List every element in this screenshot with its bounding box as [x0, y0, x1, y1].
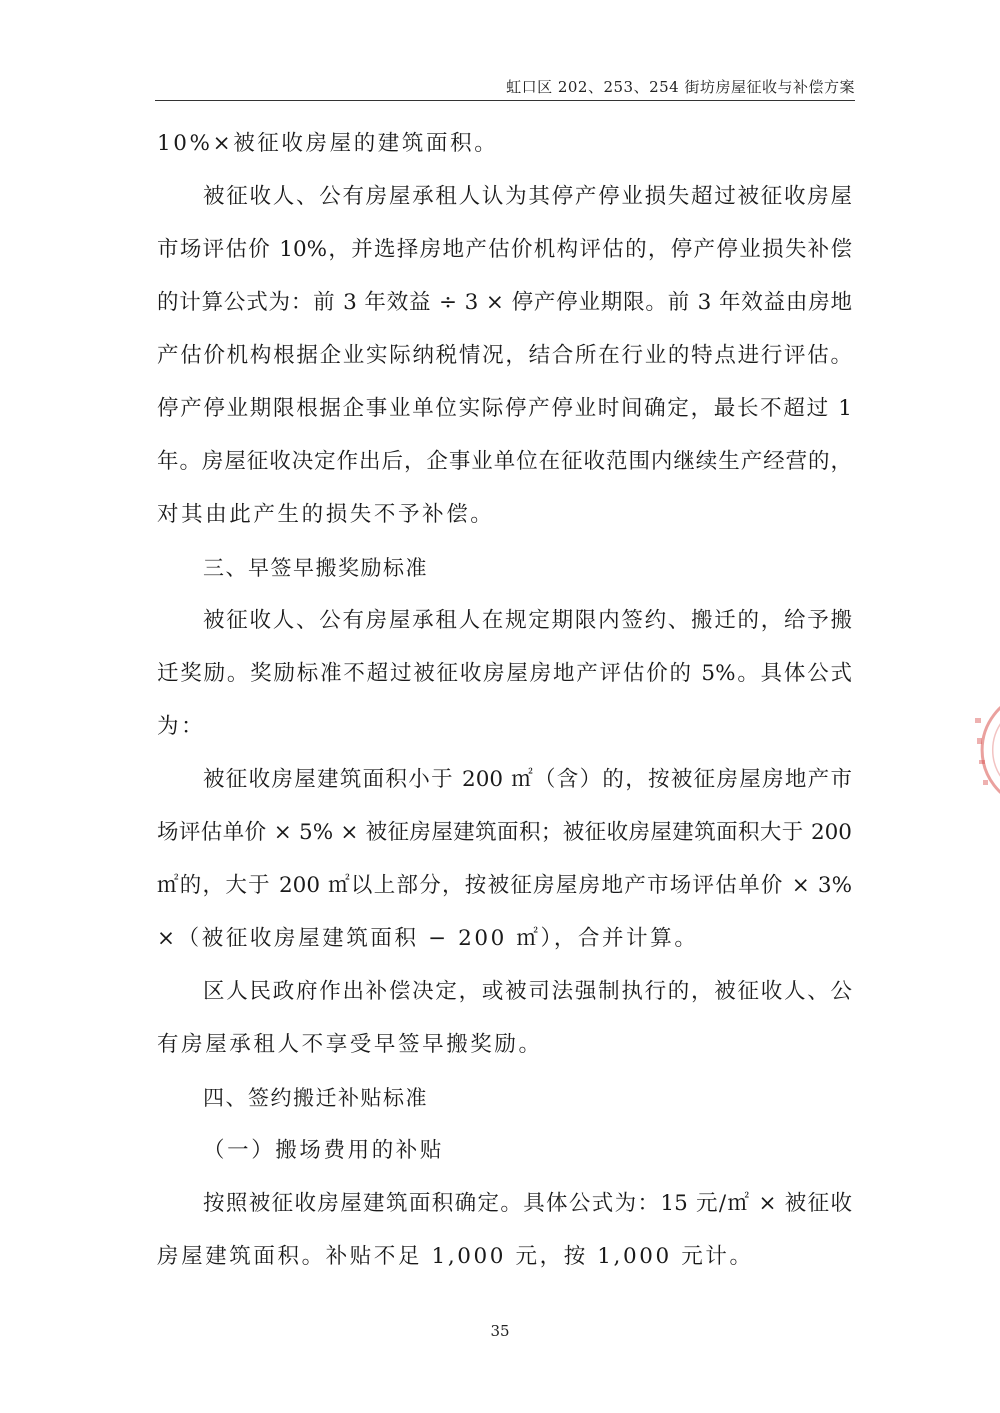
seal-inner-arc [993, 704, 1000, 796]
text-line: 年。房屋征收决定作出后，企事业单位在征收范围内继续生产经营的， [157, 449, 852, 474]
seal-mark [975, 718, 981, 723]
text-line: 按照被征收房屋建筑面积确定。具体公式为：15 元/㎡ × 被征收 [203, 1191, 852, 1216]
text-line: 区人民政府作出补偿决定，或被司法强制执行的，被征收人、公 [203, 979, 852, 1004]
seal-mark [979, 760, 985, 764]
text-line: 被征收房屋建筑面积小于 200 ㎡（含）的，按被征房屋房地产市 [203, 767, 852, 792]
seal-ring-arc [982, 694, 1000, 806]
text-line: 的计算公式为：前 3 年效益 ÷ 3 × 停产停业期限。前 3 年效益由房地 [157, 290, 852, 315]
text-line: 房屋建筑面积。补贴不足 1,000 元，按 1,000 元计。 [157, 1244, 754, 1269]
text-line: 对其由此产生的损失不予补偿。 [157, 502, 495, 527]
header-title: 虹口区 202、253、254 街坊房屋征收与补偿方案 [506, 78, 855, 96]
section-heading: 三、早签早搬奖励标准 [203, 556, 428, 580]
seal-mark [977, 738, 982, 744]
text-line: 市场评估价 10%，并选择房地产估价机构评估的，停产停业损失补偿 [157, 237, 852, 262]
text-line: 被征收人、公有房屋承租人认为其停产停业损失超过被征收房屋 [203, 184, 852, 209]
subsection-heading: （一）搬场费用的补贴 [203, 1138, 445, 1163]
text-line: 迁奖励。奖励标准不超过被征收房屋房地产评估价的 5%。具体公式 [157, 661, 852, 686]
text-line: 被征收人、公有房屋承租人在规定期限内签约、搬迁的，给予搬 [203, 608, 852, 633]
text-line: 产估价机构根据企业实际纳税情况，结合所在行业的特点进行评估。 [157, 343, 852, 368]
seal-mark [983, 780, 988, 785]
official-seal-fragment [955, 690, 1000, 810]
text-line: 为： [157, 714, 206, 739]
text-line: ×（被征收房屋建筑面积 − 200 ㎡），合并计算。 [157, 926, 699, 951]
page-number: 35 [490, 1322, 510, 1340]
page-header [155, 70, 855, 101]
text-line: 10%×被征收房屋的建筑面积。 [157, 131, 499, 156]
section-heading: 四、签约搬迁补贴标准 [203, 1086, 428, 1110]
text-line: 停产停业期限根据企事业单位实际停产停业时间确定，最长不超过 1 [157, 396, 852, 421]
text-line: ㎡的，大于 200 ㎡以上部分，按被征房屋房地产市场评估单价 × 3% [157, 873, 852, 898]
text-line: 场评估单价 × 5% × 被征房屋建筑面积；被征收房屋建筑面积大于 200 [157, 820, 852, 845]
text-line: 有房屋承租人不享受早签早搬奖励。 [157, 1032, 543, 1057]
